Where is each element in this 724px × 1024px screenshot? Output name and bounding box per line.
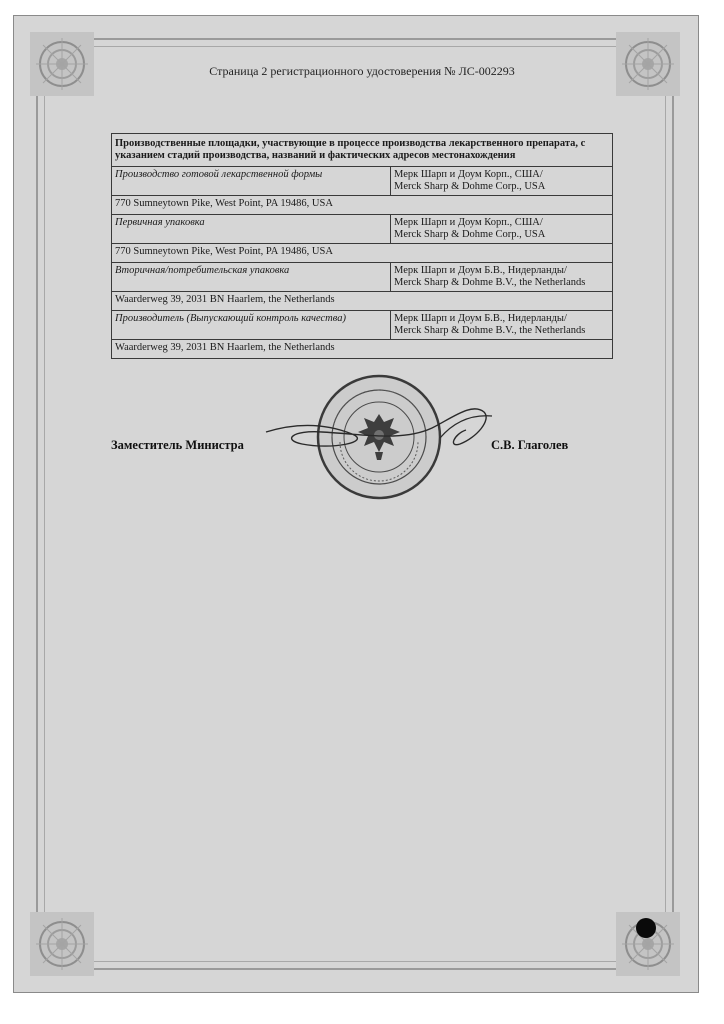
address-cell: Waarderweg 39, 2031 BN Haarlem, the Netherlands — [112, 340, 613, 359]
table-row — [112, 311, 613, 340]
address-cell: Waarderweg 39, 2031 BN Haarlem, the Netherlands — [112, 292, 613, 311]
stage-cell: Производитель (Выпускающий контроль качества) — [112, 311, 391, 340]
organization-name-en: Merck Sharp & Dohme Corp., USA — [394, 229, 546, 240]
handwritten-signature-icon — [262, 394, 502, 464]
corner-rosette-icon — [28, 910, 96, 978]
organization-name-ru: Мерк Шарп и Доум Б.В., Нидерланды/ — [394, 265, 567, 276]
stage-cell: Вторичная/потребительская упаковка — [112, 263, 391, 292]
organization-name-en: Merck Sharp & Dohme Corp., USA — [394, 181, 546, 192]
organization-cell — [391, 311, 613, 340]
table-header-row — [112, 134, 613, 167]
stage-cell: Производство готовой лекарственной формы — [112, 167, 391, 196]
stage-cell: Первичная упаковка — [112, 215, 391, 244]
organization-name-en: Merck Sharp & Dohme B.V., the Netherlands — [394, 277, 586, 288]
production-sites-table — [111, 133, 613, 359]
organization-name-ru: Мерк Шарп и Доум Корп., США/ — [394, 169, 543, 180]
organization-cell — [391, 167, 613, 196]
organization-name-ru: Мерк Шарп и Доум Б.В., Нидерланды/ — [394, 313, 567, 324]
punch-hole-mark — [636, 918, 656, 938]
table-row — [112, 340, 613, 359]
table-title: Производственные площадки, участвующие в процессе производства лекарственного препарата, с указанием стадий производства, названий и фактических адресов местонахождения — [112, 134, 613, 167]
organization-cell — [391, 215, 613, 244]
table-row — [112, 244, 613, 263]
address-cell: 770 Sumneytown Pike, West Point, PA 19486, USA — [112, 196, 613, 215]
page-header: Страница 2 регистрационного удостоверения № ЛС-002293 — [209, 64, 515, 78]
organization-name-ru: Мерк Шарп и Доум Корп., США/ — [394, 217, 543, 228]
table-row — [112, 263, 613, 292]
signatory-name: С.В. Глаголев — [491, 438, 569, 452]
organization-name-en: Merck Sharp & Dohme B.V., the Netherlands — [394, 325, 586, 336]
signatory-position: Заместитель Министра — [111, 438, 244, 452]
organization-cell — [391, 263, 613, 292]
address-cell: 770 Sumneytown Pike, West Point, PA 19486, USA — [112, 244, 613, 263]
table-row — [112, 167, 613, 196]
table-row — [112, 215, 613, 244]
table-row — [112, 196, 613, 215]
table-row — [112, 292, 613, 311]
